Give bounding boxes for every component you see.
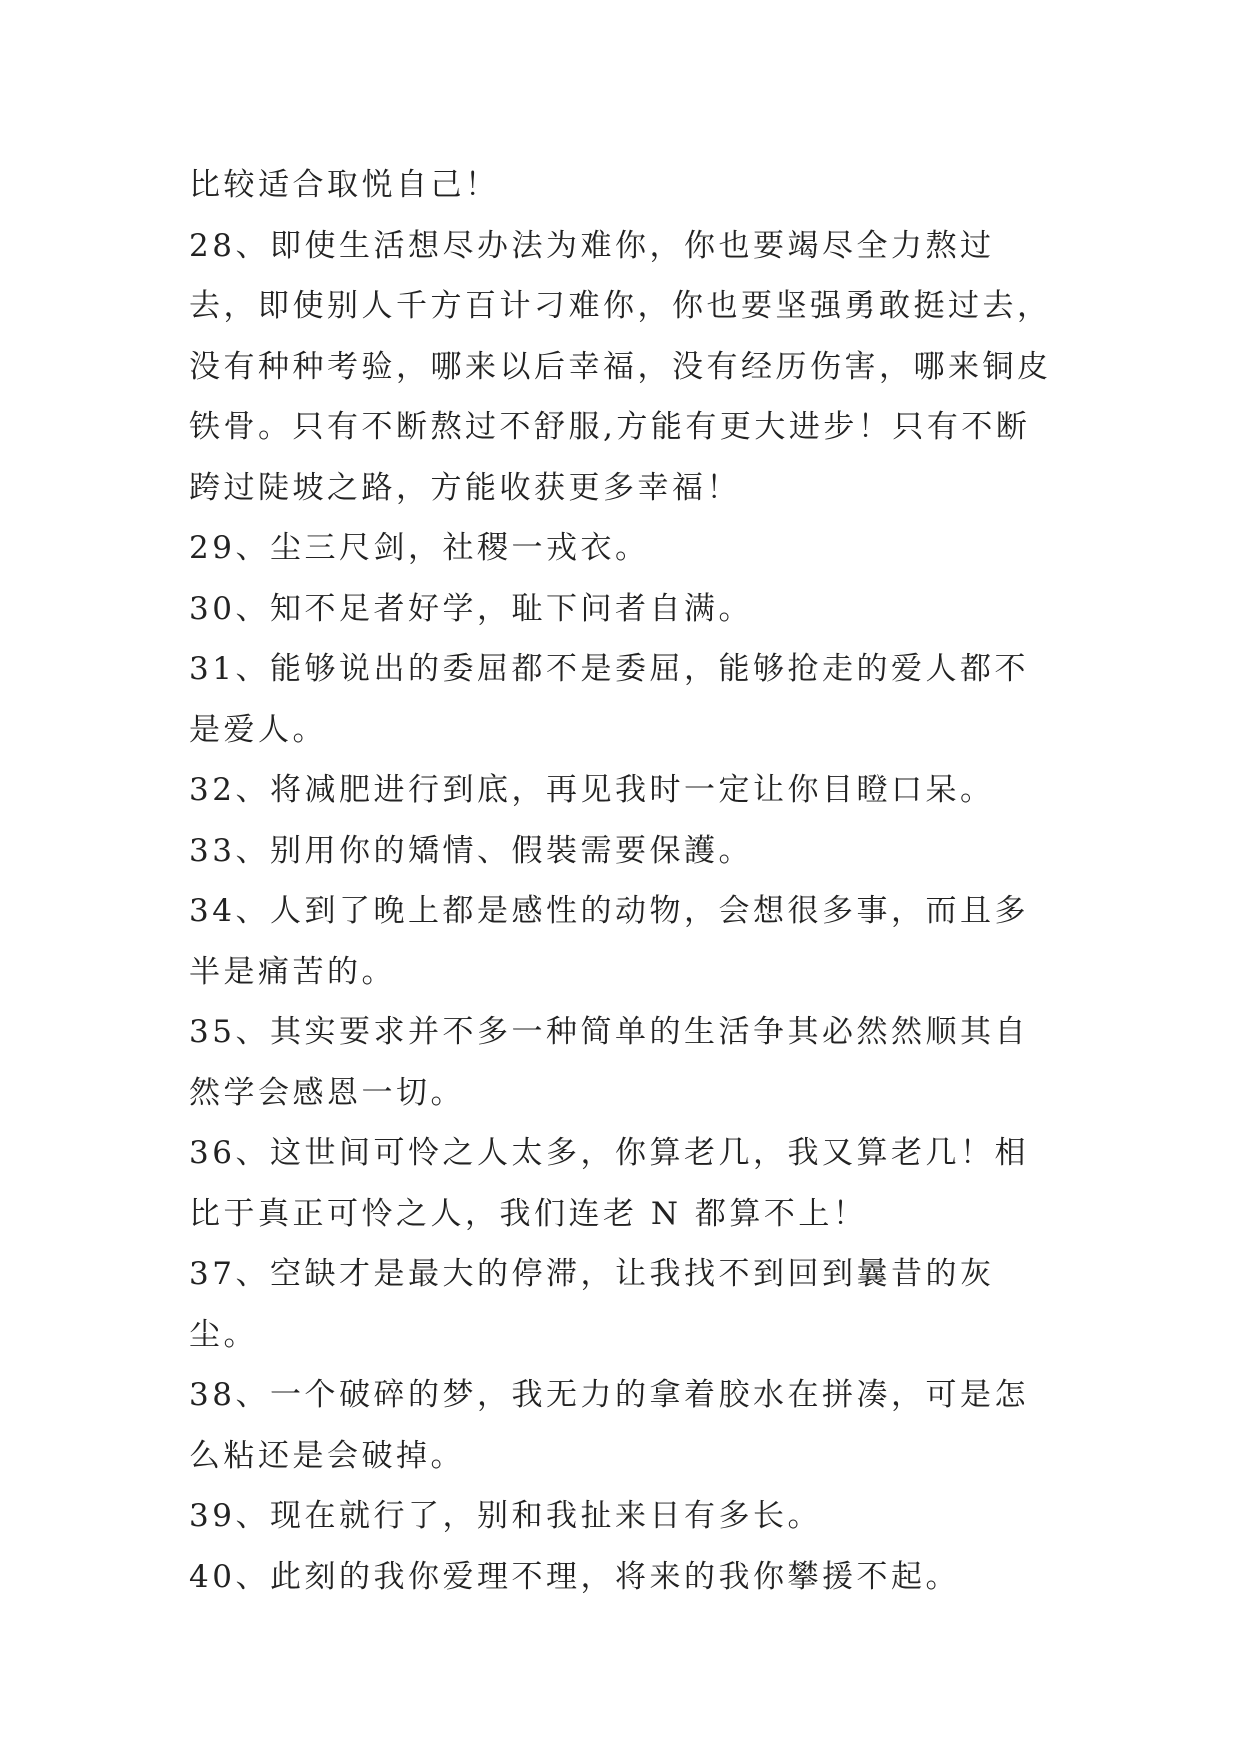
paragraph-30: 30、知不足者好学，耻下问者自满。 (189, 590, 753, 627)
paragraph-35: 35、其实要求并不多一种简单的生活争其必然然顺其自然学会感恩一切。 (189, 1014, 1029, 1111)
paragraph-36: 36、这世间可怜之人太多，你算老几，我又算老几！相比于真正可怜之人，我们连老 N 都算不上！ (189, 1135, 1029, 1232)
paragraph-31: 31、能够说出的委屈都不是委屈，能够抢走的爱人都不是爱人。 (189, 651, 1029, 748)
paragraph-32: 32、将减肥进行到底，再见我时一定让你目瞪口呆。 (189, 772, 995, 808)
paragraph-38: 38、一个破碎的梦，我无力的拿着胶水在拼凑，可是怎么粘还是会破掉。 (189, 1377, 1029, 1474)
paragraph-39: 39、现在就行了，别和我扯来日有多长。 (189, 1498, 822, 1534)
document-body (189, 155, 1059, 1607)
paragraph-33: 33、别用你的矯情、假裝需要保護。 (189, 832, 753, 869)
paragraph-40: 40、此刻的我你爱理不理，将来的我你攀援不起。 (189, 1558, 960, 1595)
paragraph-37: 37、空缺才是最大的停滞，让我找不到回到曩昔的灰尘。 (189, 1256, 995, 1353)
paragraph-29: 29、尘三尺剑，社稷一戎衣。 (189, 530, 650, 566)
paragraph-28: 28、即使生活想尽办法为难你，你也要竭尽全力熬过去，即使别人千方百计刁难你，你也要坚强勇敢挺过去，没有种种考验，哪来以后幸福，没有经历伤害，哪来铜皮铁骨。只有不断熬过不舒服,方能有更大进步！只有不断跨过陡坡之路，方能收获更多幸福！ (189, 227, 1052, 506)
paragraph-34: 34、人到了晚上都是感性的动物，会想很多事，而且多半是痛苦的。 (189, 893, 1029, 990)
paragraph-continuation: 比较适合取悦自己！ (189, 167, 500, 203)
